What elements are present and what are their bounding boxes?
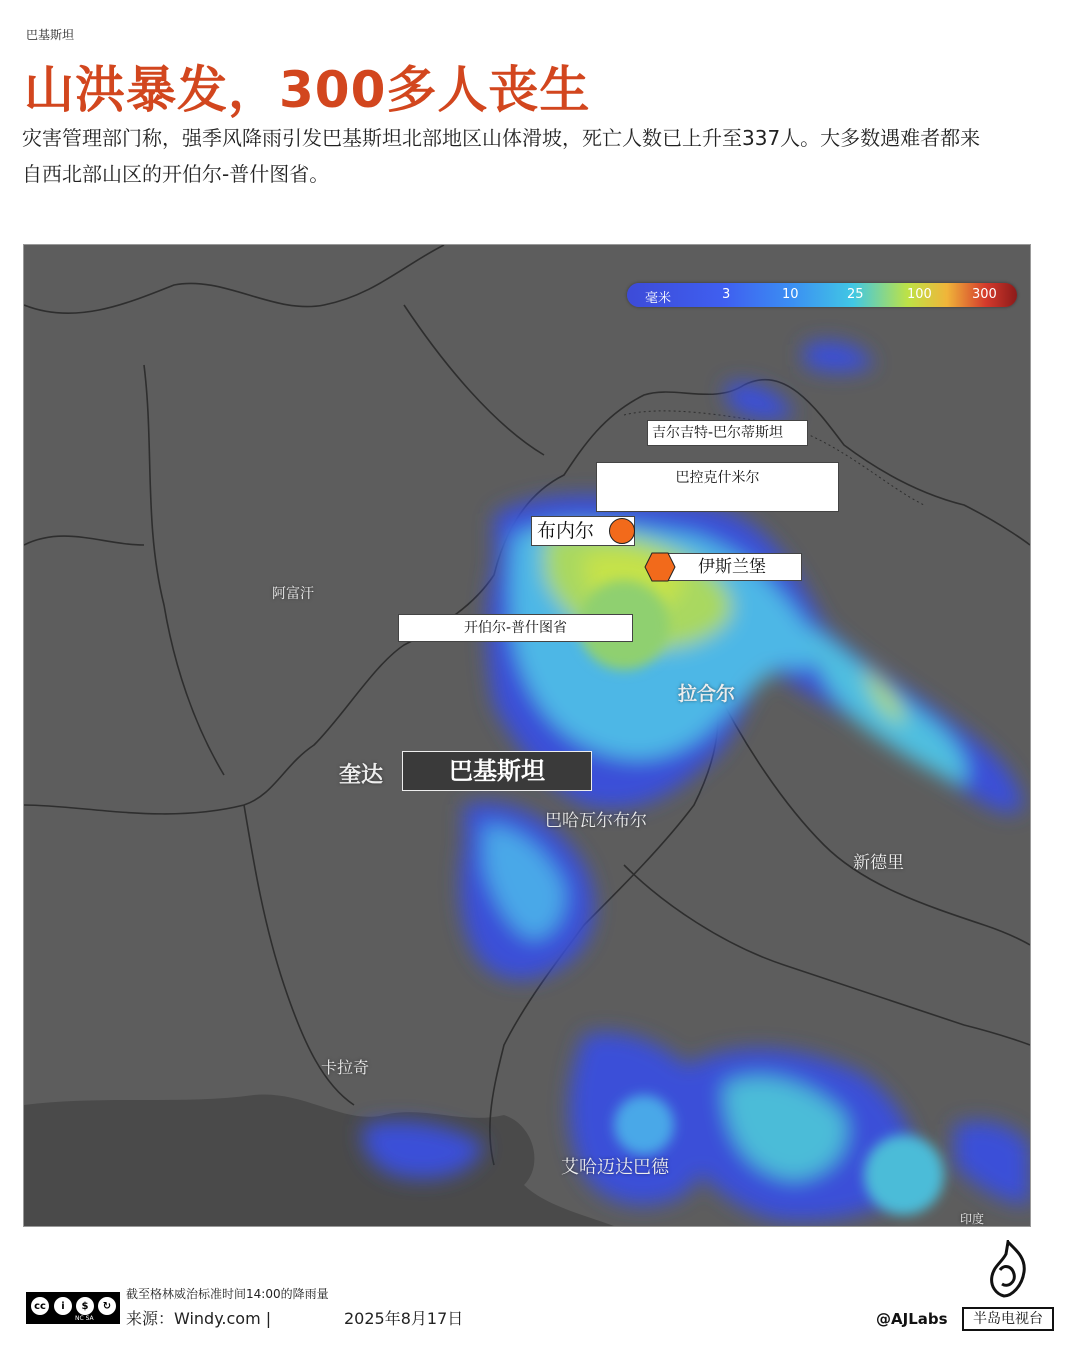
creative-commons-badge (26, 1292, 120, 1324)
label-buner: 布内尔 (531, 516, 635, 546)
rainfall-legend (627, 283, 1017, 307)
footer-note: 截至格林威治标准时间14:00的降雨量 (126, 1287, 329, 1301)
label-islamabad: 伊斯兰堡 (662, 553, 802, 581)
cc-icon: cc (30, 1296, 50, 1316)
legend-tick: 10 (782, 287, 799, 302)
legend-unit: 毫米 (645, 291, 672, 306)
noncommercial-icon: $ (75, 1296, 95, 1316)
islamabad-marker-icon (644, 552, 676, 582)
label-kp-province: 开伯尔-普什图省 (398, 614, 633, 642)
legend-tick: 100 (907, 287, 932, 302)
ajlabs-handle: @AJLabs (876, 1310, 948, 1328)
footer-source: 来源：Windy.com | (126, 1309, 272, 1328)
footer-date: 2025年8月17日 (344, 1309, 464, 1328)
label-ajk: 巴控克什米尔 (596, 462, 839, 512)
label-new-delhi: 新德里 (853, 853, 904, 873)
cc-license-text: NC SA (75, 1315, 94, 1322)
label-bahawalpur: 巴哈瓦尔布尔 (545, 811, 647, 831)
legend-tick: 300 (972, 287, 997, 302)
sharealike-icon: ↻ (97, 1296, 117, 1316)
buner-marker-icon (609, 518, 635, 544)
label-karachi: 卡拉奇 (321, 1058, 370, 1077)
legend-tick: 25 (847, 287, 864, 302)
headline: 山洪暴发，300多人丧生 (24, 61, 591, 119)
map-base (24, 245, 1030, 1226)
kicker: 巴基斯坦 (26, 28, 75, 42)
label-afghanistan: 阿富汗 (272, 586, 314, 602)
label-gilgit-baltistan: 吉尔吉特-巴尔蒂斯坦 (647, 420, 808, 446)
label-ahmedabad: 艾哈迈达巴德 (561, 1157, 669, 1178)
label-quetta: 奎达 (339, 763, 384, 788)
aljazeera-logo-icon (986, 1240, 1030, 1300)
attribution-icon: i (53, 1296, 73, 1316)
label-pakistan: 巴基斯坦 (402, 751, 592, 791)
legend-tick: 3 (722, 287, 731, 302)
rainfall-map (23, 244, 1031, 1227)
label-lahore: 拉合尔 (678, 683, 736, 705)
label-india: 印度 (960, 1212, 985, 1226)
aljazeera-brand: 半岛电视台 (962, 1307, 1054, 1331)
dek-text: 灾害管理部门称，强季风降雨引发巴基斯坦北部地区山体滑坡，死亡人数已上升至337人。大多数遇难者都来自西北部山区的开伯尔-普什图省。 (22, 126, 981, 186)
